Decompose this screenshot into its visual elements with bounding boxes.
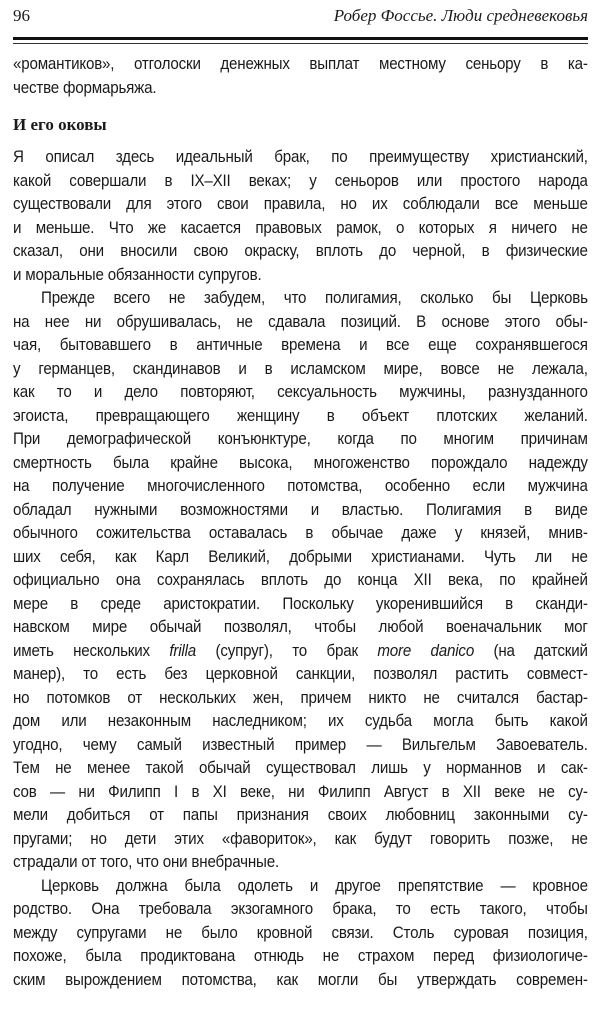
section-heading: И его оковы — [13, 115, 107, 134]
page-number: 96 — [13, 6, 30, 25]
text-line: ским вырождением потомства, как могли бы утверждать современ- — [13, 970, 588, 989]
text-line: родство. Она требовала экзогамного брака, то есть такого, чтобы — [13, 900, 588, 918]
header-rule-thick — [13, 37, 588, 40]
text-line: смертность была крайне высока, многоженство порождало надежду — [13, 453, 588, 472]
text-line: угодно, чему самый известный пример — Вильгельм Завоеватель. — [13, 735, 588, 754]
text-line: сказал, они вносили свою окраску, вплоть до черной, в физические — [13, 242, 588, 260]
text-line: Прежде всего не забудем, что полигамия, сколько бы Церковь — [41, 289, 588, 307]
text-line: чая, бытовавшего в античные времена и все еще сохранявшегося — [13, 336, 588, 354]
text-line: Тем не менее такой обычай существовал лишь у норманнов и сак- — [13, 759, 588, 777]
running-title: Робер Фоссье. Люди средневековья — [333, 6, 588, 25]
text-line: пругами; но дети этих «фавориток», как будут говорить позже, не — [13, 829, 588, 848]
text-line: ших себя, как Карл Великий, добрыми христианами. Чуть ли не — [13, 547, 588, 566]
text-line: но потомков от нескольких жен, причем никто не считался бастар- — [13, 688, 588, 707]
text-line: При демографической конъюнктуре, когда по многим причинам — [13, 430, 588, 448]
text-line: «романтиков», отголоски денежных выплат местному сеньору в ка- — [13, 55, 588, 73]
header-rule-thin — [13, 43, 588, 44]
text-line: похоже, была продиктована отнюдь не страхом перед физиологиче- — [13, 947, 588, 965]
text-line: и моральные обязанности супругов. — [13, 265, 262, 284]
text-line: официально она сохранялась вплоть до конца XII века, по крайней — [13, 571, 588, 589]
text-line: честве формарьяжа. — [13, 78, 157, 97]
text-line: на получение многочисленного потомства, особенно если мужчина — [13, 477, 588, 495]
text-line: существовали для этого свои правила, но их соблюдали все меньше — [13, 195, 588, 213]
text-line: сов — ни Филипп I в XI веке, ни Филипп Август в XII веке не су- — [13, 782, 588, 801]
text-line: эгоиста, превращающего женщину в объект плотских желаний. — [13, 406, 588, 425]
text-line: и меньше. Что же касается правовых рамок, о которых я ничего не — [13, 218, 588, 237]
text-line: обладал нужными возможностями и властью. Полигамия в виде — [13, 500, 588, 519]
text-line: Я описал здесь идеальный брак, по преимуществу христианский, — [13, 148, 588, 166]
text-line: какой совершали в IX–XII веках; у сеньоров или простого народа — [13, 171, 588, 190]
text-line: манер), то есть без церковной санкции, позволял растить совмест- — [13, 665, 588, 683]
text-line: как то и дело повторяют, сексуальность мужчины, разнузданного — [13, 383, 588, 401]
text-line: мере в среде аристократии. Поскольку укоренившийся в сканди- — [13, 594, 588, 613]
text-line: дом или незаконным наследником; их судьба могла быть какой — [13, 712, 588, 730]
text-line: мели добиться от папы признания своих любовниц законными су- — [13, 806, 588, 824]
text-line: Церковь должна была одолеть и другое препятствие — кровное — [41, 876, 588, 895]
text-line: у германцев, скандинавов и в исламском мире, вовсе не лежала, — [13, 359, 588, 378]
running-header — [13, 3, 588, 27]
text-line: между супругами не было кровной связи. Столь суровая позиция, — [13, 923, 588, 942]
text-line: навском мире обычай позволял, чтобы любой военачальник мог — [13, 618, 588, 636]
text-line: иметь нескольких frilla (супруг), то брак more danico (на датский — [13, 641, 588, 660]
text-line: страдали от того, что они внебрачные. — [13, 853, 279, 871]
text-line: обычного сожительства оставалась в обычае даже у князей, мнив- — [13, 524, 588, 542]
text-line: на нее ни обрушивалась, не сдавала позиций. В основе этого обы- — [13, 312, 588, 331]
